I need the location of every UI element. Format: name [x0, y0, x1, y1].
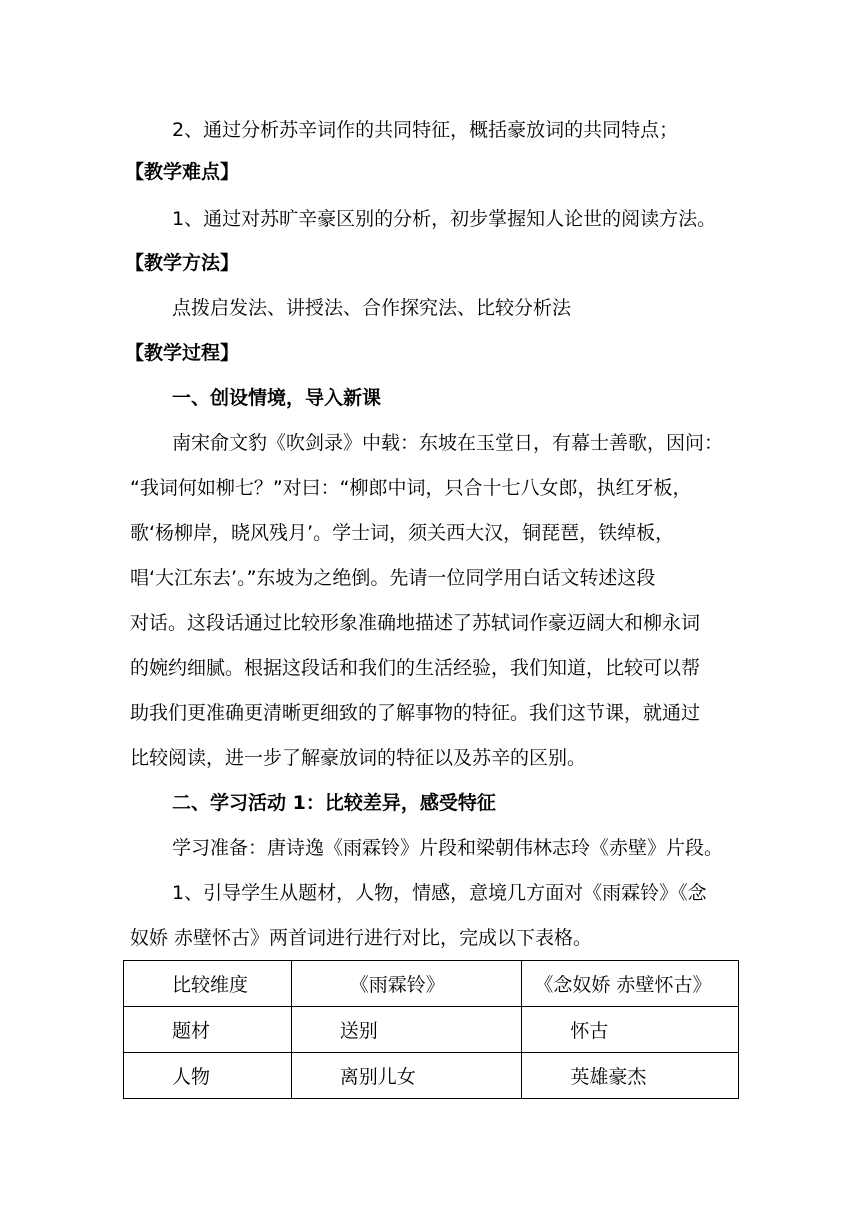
table-cell: 怀古 [522, 1007, 739, 1053]
table-header-cell: 《念奴娇 赤壁怀古》 [522, 961, 739, 1007]
section-2-title: 二、学习活动 1：比较差异，感受特征 [172, 792, 496, 814]
heading-teaching-process: 【教学过程】 [125, 342, 240, 364]
table-header-row [124, 961, 739, 1007]
paragraph-line: 比较阅读，进一步了解豪放词的特征以及苏辛的区别。 [130, 747, 587, 769]
paragraph-line: 歌‘杨柳岸，晓风残月’。学士词，须关西大汉，铜琵琶，铁绰板， [130, 522, 675, 544]
comparison-table [123, 960, 739, 1099]
section-1-title: 一、创设情境，导入新课 [172, 387, 382, 409]
table-cell: 送别 [291, 1007, 522, 1053]
heading-teaching-method: 【教学方法】 [125, 252, 240, 274]
paragraph-line: 南宋俞文豹《吹剑录》中载：东坡在玉堂日，有幕士善歌，因问： [172, 432, 724, 454]
table-row [124, 1007, 739, 1053]
paragraph-line: 的婉约细腻。根据这段话和我们的生活经验，我们知道，比较可以帮 [130, 657, 701, 679]
activity-instruction-line-2: 奴娇 赤壁怀古》两首词进行进行对比，完成以下表格。 [130, 927, 593, 949]
paragraph-line: “我词何如柳七？”对曰：“柳郎中词，只合十七八女郎，执红牙板， [130, 477, 692, 499]
heading-teaching-difficulty: 【教学难点】 [125, 161, 240, 183]
table-header-cell: 比较维度 [124, 961, 292, 1007]
learning-prep: 学习准备：唐诗逸《雨霖铃》片段和梁朝伟林志玲《赤壁》片段。 [172, 837, 724, 859]
table-header-cell: 《雨霖铃》 [291, 961, 522, 1007]
table-cell: 题材 [124, 1007, 292, 1053]
paragraph-line: 对话。这段话通过比较形象准确地描述了苏轼词作豪迈阔大和柳永词 [130, 612, 701, 634]
activity-instruction-line-1: 1、引导学生从题材，人物，情感，意境几方面对《雨霖铃》《念 [172, 882, 707, 904]
difficulty-1: 1、通过对苏旷辛豪区别的分析，初步掌握知人论世的阅读方法。 [172, 208, 717, 230]
teaching-method-list: 点拨启发法、讲授法、合作探究法、比较分析法 [172, 297, 572, 319]
table-cell: 人物 [124, 1053, 292, 1099]
objective-2: 2、通过分析苏辛词作的共同特征，概括豪放词的共同特点； [172, 119, 679, 141]
paragraph-line: 唱‘大江东去’。”东坡为之绝倒。先请一位同学用白话文转述这段 [130, 567, 656, 589]
table-cell: 离别儿女 [291, 1053, 522, 1099]
table-cell: 英雄豪杰 [522, 1053, 739, 1099]
table-row [124, 1053, 739, 1099]
paragraph-line: 助我们更准确更清晰更细致的了解事物的特征。我们这节课，就通过 [130, 702, 701, 724]
